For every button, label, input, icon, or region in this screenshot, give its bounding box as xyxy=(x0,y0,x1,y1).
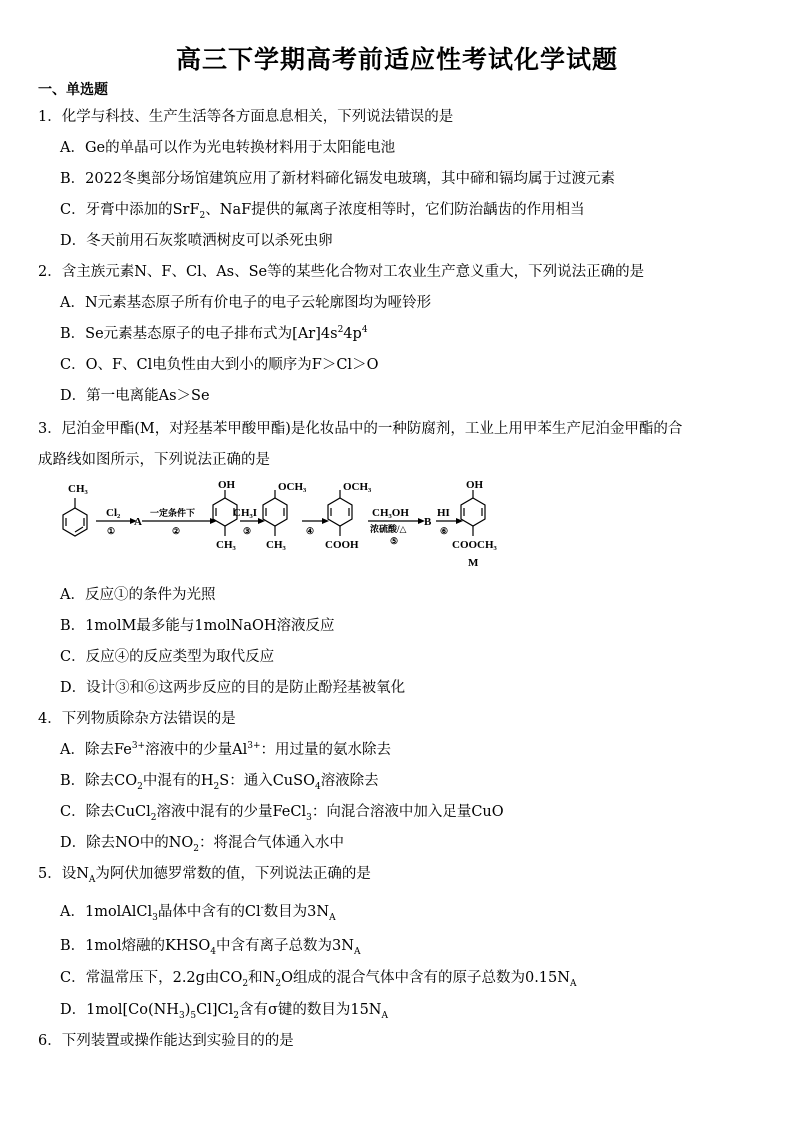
scheme-b-label: B xyxy=(424,516,432,528)
scheme-step5: ⑤ xyxy=(390,536,399,546)
scheme-ch3i: CH₃I xyxy=(233,507,258,519)
section-heading: 一、单选题 xyxy=(38,82,108,98)
question-2-option-c: C．O、F、Cl电负性由大到小的顺序为F＞Cl＞O xyxy=(60,357,379,373)
question-3-option-c: C．反应④的反应类型为取代反应 xyxy=(60,649,275,665)
scheme-oh-2: OH xyxy=(466,479,484,491)
question-1-option-b: B．2022冬奥部分场馆建筑应用了新材料碲化镉发电玻璃，其中碲和镉均属于过渡元素 xyxy=(60,171,616,187)
question-3-stem-line2: 成路线如图所示，下列说法正确的是 xyxy=(38,452,270,468)
synthesis-scheme xyxy=(50,478,530,578)
question-4-option-c: C．除去CuCl$_2$溶液中混有的少量FeCl$_3$：向混合溶液中加入足量CuO xyxy=(60,804,504,823)
question-1-option-d: D．冬天前用石灰浆喷洒树皮可以杀死虫卵 xyxy=(60,233,333,249)
scheme-m-label: M xyxy=(468,557,479,569)
scheme-ch3oh: CH₃OH xyxy=(372,507,409,519)
question-4-option-a: A．除去$Fe^{3+}$溶液中的少量$Al^{3+}$：用过量的氨水除去 xyxy=(60,741,391,758)
question-2-option-d: D．第一电离能As＞Se xyxy=(60,388,210,404)
page-title: 高三下学期高考前适应性考试化学试题 xyxy=(175,45,618,74)
question-1-option-a: A．Ge的单晶可以作为光电转换材料用于太阳能电池 xyxy=(60,140,396,156)
question-3-option-d: D．设计③和⑥这两步反应的目的是防止酚羟基被氧化 xyxy=(60,680,406,696)
question-5-stem: 5．设$N_A$为阿伏加德罗常数的值，下列说法正确的是 xyxy=(38,866,371,885)
question-3-stem-line1: 3．尼泊金甲酯(M，对羟基苯甲酸甲酯)是化妆品中的一种防腐剂，工业上用甲苯生产尼泊金甲酯的合 xyxy=(38,421,683,437)
scheme-ch3-2: CH₃ xyxy=(216,539,236,551)
question-3-option-a: A．反应①的条件为光照 xyxy=(60,587,216,603)
question-4-option-d: D．除去NO中的$NO_2$：将混合气体通入水中 xyxy=(60,835,345,854)
scheme-oh-1: OH xyxy=(218,479,236,491)
question-1-stem: 1．化学与科技、生产生活等各方面息息相关，下列说法错误的是 xyxy=(38,109,454,125)
scheme-hi: HI xyxy=(437,507,450,519)
question-2-option-a: A．N元素基态原子所有价电子的电子云轮廓图均为哑铃形 xyxy=(60,295,432,311)
scheme-step3: ③ xyxy=(243,526,252,536)
scheme-a-label: A xyxy=(134,516,142,528)
question-5-option-d: D．$1mol[Co(NH_3)_5Cl]Cl_2$含有σ键的数目为$15N_A$ xyxy=(60,1002,388,1021)
question-5-option-c: C．常温常压下，2.2g由$CO_2$和$N_2O$组成的混合气体中含有的原子总数为$0.15N_A$ xyxy=(60,970,577,989)
question-4-option-b: B．除去$CO_2$中混有的$H_2S$：通入CuSO$_4$溶液除去 xyxy=(60,773,379,792)
question-2-stem: 2．含主族元素N、F、Cl、As、Se等的某些化合物对工农业生产意义重大，下列说法正确的是 xyxy=(38,264,645,280)
scheme-step2: ② xyxy=(172,526,181,536)
question-5-option-a: A．1molAlCl$_3$晶体中含有的Cl-数目为$3N_A$ xyxy=(60,903,336,923)
scheme-cl2: Cl₂ xyxy=(106,507,121,519)
question-5-option-b: B．1mol熔融的$KHSO_4$中含有离子总数为$3N_A$ xyxy=(60,938,361,957)
scheme-cooh: COOH xyxy=(325,539,359,551)
scheme-ch3-3: CH₃ xyxy=(266,539,286,551)
scheme-och3-2: OCH₃ xyxy=(343,481,372,493)
scheme-och3-1: OCH₃ xyxy=(278,481,307,493)
scheme-ch3: CH₃ xyxy=(68,483,88,495)
question-1-option-c: C．牙膏中添加的SrF$_2$、NaF提供的氟离子浓度相等时，它们防治龋齿的作用相当 xyxy=(60,202,585,221)
scheme-cond2: 一定条件下 xyxy=(150,508,196,518)
scheme-step1: ① xyxy=(107,526,116,536)
question-6-stem: 6．下列装置或操作能达到实验目的的是 xyxy=(38,1033,294,1049)
scheme-cond5: 浓硫酸/△ xyxy=(370,524,407,534)
scheme-step4: ④ xyxy=(306,526,315,536)
scheme-step6: ⑥ xyxy=(440,526,449,536)
question-3-option-b: B．1molM最多能与1molNaOH溶液反应 xyxy=(60,618,335,634)
question-2-option-b: B．Se元素基态原子的电子排布式为$[Ar]4s^24p^4$ xyxy=(60,325,368,342)
scheme-cooch3: COOCH₃ xyxy=(452,539,497,551)
question-4-stem: 4．下列物质除杂方法错误的是 xyxy=(38,711,236,727)
